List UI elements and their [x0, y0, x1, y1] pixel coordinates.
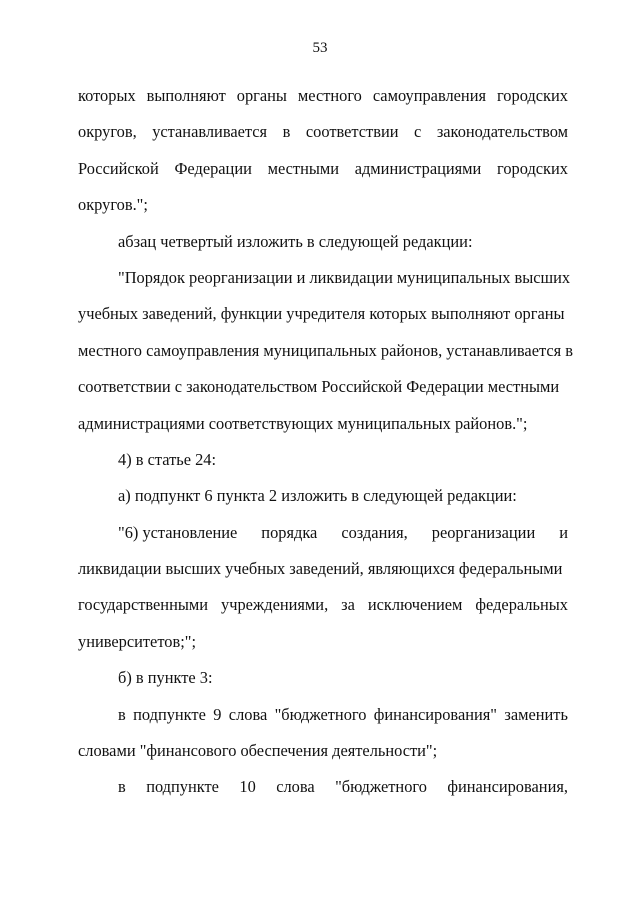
- word: округов,: [78, 122, 137, 142]
- word: Федерации: [174, 158, 252, 178]
- word: исключением: [367, 595, 463, 615]
- word: государственными: [78, 595, 209, 615]
- word: реорганизации: [431, 522, 536, 542]
- word: местными: [267, 158, 339, 178]
- word: соответствии: [305, 122, 399, 142]
- word: учреждениями,: [221, 595, 329, 615]
- word: федеральных: [475, 595, 568, 615]
- text-line-16: университетов;";: [78, 631, 197, 651]
- word: местного: [297, 86, 362, 105]
- text-line-10: администрациями соответствующих муниципальных районов.";: [78, 413, 528, 433]
- word: слова: [276, 777, 315, 797]
- text-line-11: 4) в статье 24:: [118, 449, 217, 469]
- text-line-20: [78, 769, 568, 805]
- text-line-1: [78, 78, 568, 114]
- word: порядка: [261, 522, 318, 542]
- word: выполняют: [146, 86, 226, 105]
- word: в: [118, 704, 126, 724]
- word: которых: [78, 86, 136, 105]
- word: создания,: [341, 522, 408, 542]
- word: финансирования": [373, 704, 497, 724]
- text-line-14: ликвидации высших учебных заведений, являющихся федеральными: [78, 559, 563, 579]
- word: устанавливается: [152, 122, 268, 142]
- text-line-3: [78, 151, 568, 187]
- word: городских: [497, 158, 568, 178]
- word: за: [341, 595, 355, 615]
- text-line-15: [78, 587, 568, 623]
- text-line-13: [78, 515, 568, 551]
- word: с: [414, 122, 422, 142]
- word: законодательством: [436, 122, 568, 142]
- word: заменить: [504, 704, 568, 724]
- word: и: [559, 522, 568, 542]
- text-line-2: [78, 114, 568, 150]
- word: администрациями: [354, 158, 482, 178]
- word: органы: [236, 86, 287, 105]
- word: финансирования,: [447, 777, 568, 797]
- text-line-12: а) подпункт 6 пункта 2 изложить в следующей редакции:: [118, 486, 517, 506]
- text-line-18: [78, 697, 568, 733]
- word: "бюджетного: [335, 777, 427, 797]
- text-line-9: соответствии с законодательством Российской Федерации местными: [78, 377, 560, 397]
- word: "6) установление: [118, 522, 238, 542]
- word: подпункте: [146, 777, 219, 797]
- word: 9: [213, 704, 222, 724]
- word: Российской: [78, 158, 159, 178]
- word: слова: [228, 704, 268, 724]
- text-line-17: б) в пункте 3:: [118, 668, 213, 688]
- word: в: [118, 777, 126, 797]
- word: городских: [496, 86, 568, 105]
- text-line-5: абзац четвертый изложить в следующей редакции:: [118, 231, 473, 251]
- word: подпункте: [133, 704, 206, 724]
- text-line-7: учебных заведений, функции учредителя которых выполняют органы: [78, 304, 565, 324]
- text-line-8: местного самоуправления муниципальных районов, устанавливается в: [78, 340, 573, 360]
- text-line-4: округов.";: [78, 195, 148, 215]
- word: "бюджетного: [274, 704, 367, 724]
- text-line-6: "Порядок реорганизации и ликвидации муниципальных высших: [118, 267, 571, 287]
- word: 10: [239, 777, 256, 797]
- word: в: [282, 122, 291, 142]
- word: самоуправления: [372, 86, 487, 105]
- text-line-19: словами "финансового обеспечения деятельности";: [78, 741, 438, 761]
- document-body: [78, 78, 573, 806]
- page-number: 53: [312, 40, 328, 56]
